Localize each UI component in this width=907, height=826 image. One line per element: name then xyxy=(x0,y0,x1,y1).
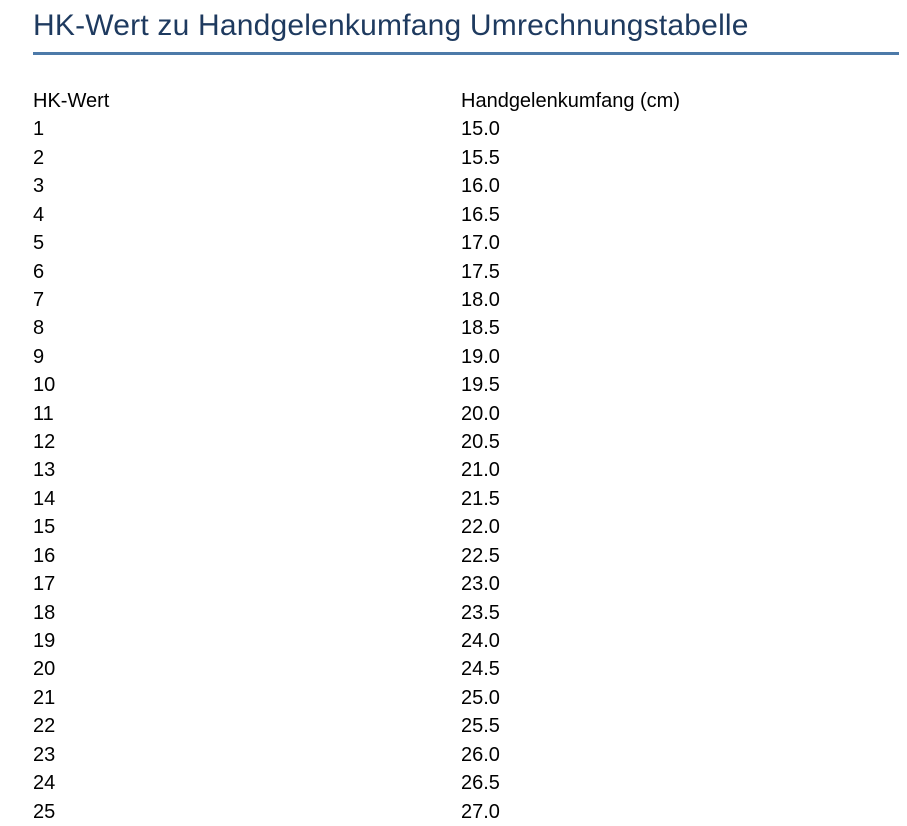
handgelenkumfang-cell: 23.5 xyxy=(461,601,500,624)
table-row xyxy=(33,655,907,683)
hk-wert-cell: 25 xyxy=(33,800,56,823)
hk-wert-cell: 17 xyxy=(33,573,56,596)
handgelenkumfang-cell: 24.0 xyxy=(461,630,500,653)
table-row xyxy=(33,712,907,740)
table-row xyxy=(33,769,907,797)
handgelenkumfang-cell: 21.5 xyxy=(461,487,500,510)
table-row xyxy=(33,286,907,314)
handgelenkumfang-cell: 17.0 xyxy=(461,232,500,255)
hk-wert-cell: 16 xyxy=(33,544,56,567)
handgelenkumfang-cell: 25.5 xyxy=(461,715,500,738)
handgelenkumfang-cell: 19.0 xyxy=(461,345,500,368)
table-row xyxy=(33,115,907,143)
table-row xyxy=(33,513,907,541)
hk-wert-cell: 21 xyxy=(33,686,56,709)
title-underline-rule xyxy=(33,52,899,55)
handgelenkumfang-cell: 26.0 xyxy=(461,743,500,766)
handgelenkumfang-cell: 25.0 xyxy=(461,686,500,709)
hk-wert-cell: 15 xyxy=(33,516,56,539)
table-row xyxy=(33,741,907,769)
hk-wert-cell: 5 xyxy=(33,232,45,255)
handgelenkumfang-cell: 21.0 xyxy=(461,459,500,482)
handgelenkumfang-cell: 15.5 xyxy=(461,146,500,169)
handgelenkumfang-cell: 18.5 xyxy=(461,317,500,340)
hk-wert-cell: 1 xyxy=(33,118,45,141)
hk-wert-cell: 4 xyxy=(33,203,45,226)
table-row xyxy=(33,570,907,598)
hk-wert-cell: 13 xyxy=(33,459,56,482)
table-row xyxy=(33,627,907,655)
handgelenkumfang-cell: 15.0 xyxy=(461,118,500,141)
column-header-handgelenkumfang: Handgelenkumfang (cm) xyxy=(461,90,680,112)
handgelenkumfang-cell: 19.5 xyxy=(461,374,500,397)
handgelenkumfang-cell: 17.5 xyxy=(461,260,500,283)
handgelenkumfang-cell: 27.0 xyxy=(461,800,500,823)
conversion-table xyxy=(33,87,907,826)
hk-wert-cell: 20 xyxy=(33,658,56,681)
hk-wert-cell: 18 xyxy=(33,601,56,624)
table-header-row xyxy=(33,87,907,115)
hk-wert-cell: 11 xyxy=(33,402,54,425)
hk-wert-cell: 14 xyxy=(33,487,56,510)
table-row xyxy=(33,258,907,286)
handgelenkumfang-cell: 20.5 xyxy=(461,431,500,454)
table-row xyxy=(33,314,907,342)
hk-wert-cell: 23 xyxy=(33,743,56,766)
table-row xyxy=(33,172,907,200)
table-row xyxy=(33,798,907,826)
hk-wert-cell: 12 xyxy=(33,431,56,454)
table-row xyxy=(33,371,907,399)
handgelenkumfang-cell: 22.0 xyxy=(461,516,500,539)
table-row xyxy=(33,599,907,627)
handgelenkumfang-cell: 16.0 xyxy=(461,175,500,198)
hk-wert-cell: 22 xyxy=(33,715,56,738)
table-row xyxy=(33,456,907,484)
hk-wert-cell: 8 xyxy=(33,317,45,340)
column-header-hk-wert: HK-Wert xyxy=(33,90,110,112)
handgelenkumfang-cell: 26.5 xyxy=(461,772,500,795)
hk-wert-cell: 7 xyxy=(33,288,45,311)
table-row xyxy=(33,144,907,172)
table-row xyxy=(33,542,907,570)
hk-wert-cell: 24 xyxy=(33,772,56,795)
handgelenkumfang-cell: 22.5 xyxy=(461,544,500,567)
table-row xyxy=(33,485,907,513)
hk-wert-cell: 9 xyxy=(33,345,45,368)
handgelenkumfang-cell: 20.0 xyxy=(461,402,500,425)
table-row xyxy=(33,229,907,257)
table-row xyxy=(33,201,907,229)
handgelenkumfang-cell: 16.5 xyxy=(461,203,500,226)
table-row xyxy=(33,684,907,712)
hk-wert-cell: 2 xyxy=(33,146,45,169)
table-row xyxy=(33,400,907,428)
hk-wert-cell: 19 xyxy=(33,630,56,653)
hk-wert-cell: 6 xyxy=(33,260,45,283)
table-row xyxy=(33,343,907,371)
handgelenkumfang-cell: 18.0 xyxy=(461,288,500,311)
handgelenkumfang-cell: 24.5 xyxy=(461,658,500,681)
page-title: HK-Wert zu Handgelenkumfang Umrechnungstabelle xyxy=(33,9,749,42)
handgelenkumfang-cell: 23.0 xyxy=(461,573,500,596)
hk-wert-cell: 3 xyxy=(33,175,45,198)
table-row xyxy=(33,428,907,456)
table-body xyxy=(33,115,907,826)
hk-wert-cell: 10 xyxy=(33,374,56,397)
